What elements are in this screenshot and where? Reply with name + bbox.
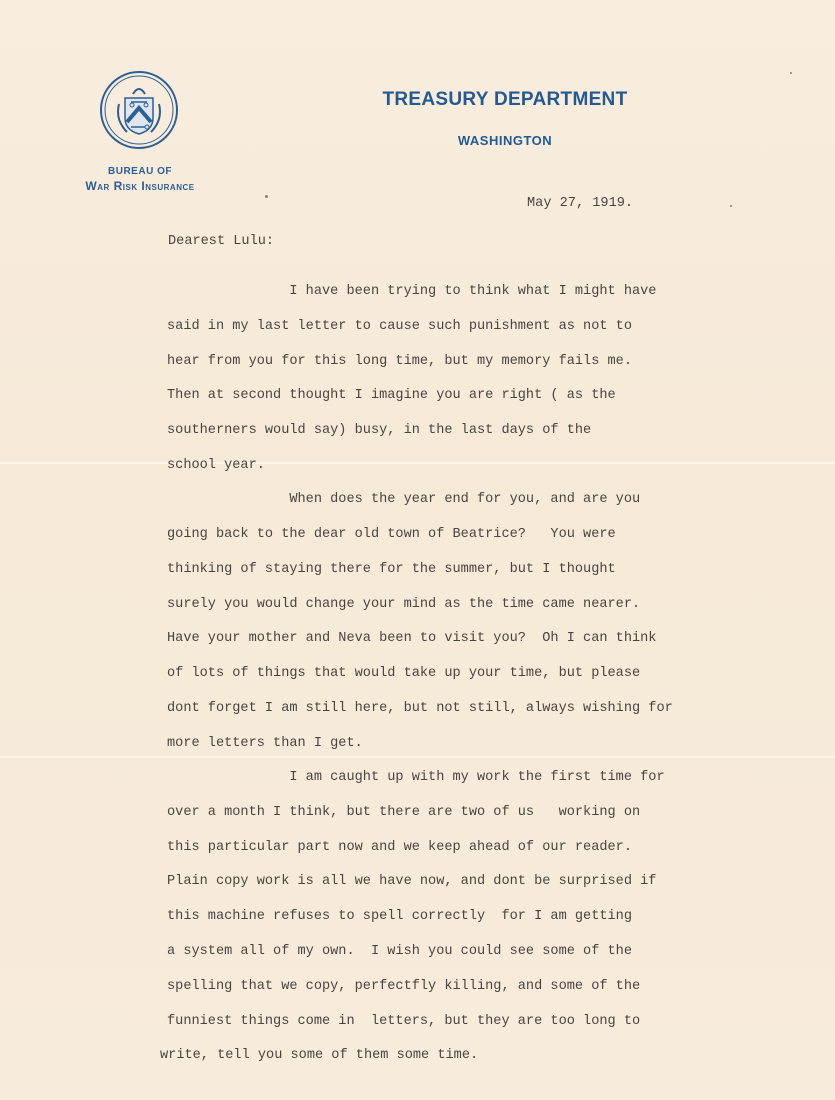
letter-date: May 27, 1919. (527, 196, 634, 211)
salutation: Dearest Lulu: (168, 234, 275, 249)
letter-line: write, tell you some of them some time. (160, 1048, 479, 1063)
letter-line: When does the year end for you, and are you (167, 492, 641, 507)
letter-line: going back to the dear old town of Beatrice? You were (167, 527, 616, 542)
letter-line: surely you would change your mind as the time came nearer. (167, 597, 641, 612)
paper-fold-line (0, 756, 835, 758)
letter-line: Then at second thought I imagine you are right ( as the (167, 388, 616, 403)
letter-line: Plain copy work is all we have now, and dont be surprised if (167, 874, 657, 889)
letter-line: more letters than I get. (167, 736, 363, 751)
letter-line: southerners would say) busy, in the last days of the (167, 423, 592, 438)
letter-line: said in my last letter to cause such punishment as not to (167, 319, 632, 334)
letter-line: dont forget I am still here, but not still, always wishing for (167, 701, 673, 716)
letter-line: thinking of staying there for the summer, but I thought (167, 562, 616, 577)
bureau-name (60, 165, 220, 193)
department-heading: TREASURY DEPARTMENT (382, 89, 628, 110)
letter-line: spelling that we copy, perfectfly killing, and some of the (167, 979, 641, 994)
paper-fold-line (0, 462, 835, 464)
letter-line: hear from you for this long time, but my memory fails me. (167, 354, 632, 369)
paper-speck (265, 195, 268, 198)
letter-line: this particular part now and we keep ahead of our reader. (167, 840, 632, 855)
bureau-line-1: BUREAU OF (108, 166, 172, 177)
letter-line: I am caught up with my work the first time for (167, 770, 665, 785)
city-heading: WASHINGTON (457, 133, 553, 148)
letter-line: I have been trying to think what I might have (167, 284, 657, 299)
letter-line: funniest things come in letters, but they are too long to (167, 1014, 641, 1029)
bureau-line-2: War Risk Insurance (85, 179, 195, 193)
treasury-seal-icon (99, 70, 179, 150)
letter-line: of lots of things that would take up your time, but please (167, 666, 641, 681)
letter-line: Have your mother and Neva been to visit you? Oh I can think (167, 631, 657, 646)
letter-line: this machine refuses to spell correctly for I am getting (167, 909, 632, 924)
letter-line: a system all of my own. I wish you could see some of the (167, 944, 632, 959)
paper-speck (790, 72, 792, 74)
letter-line: school year. (167, 458, 265, 473)
paper-speck (730, 205, 732, 207)
letter-line: over a month I think, but there are two of us working on (167, 805, 641, 820)
